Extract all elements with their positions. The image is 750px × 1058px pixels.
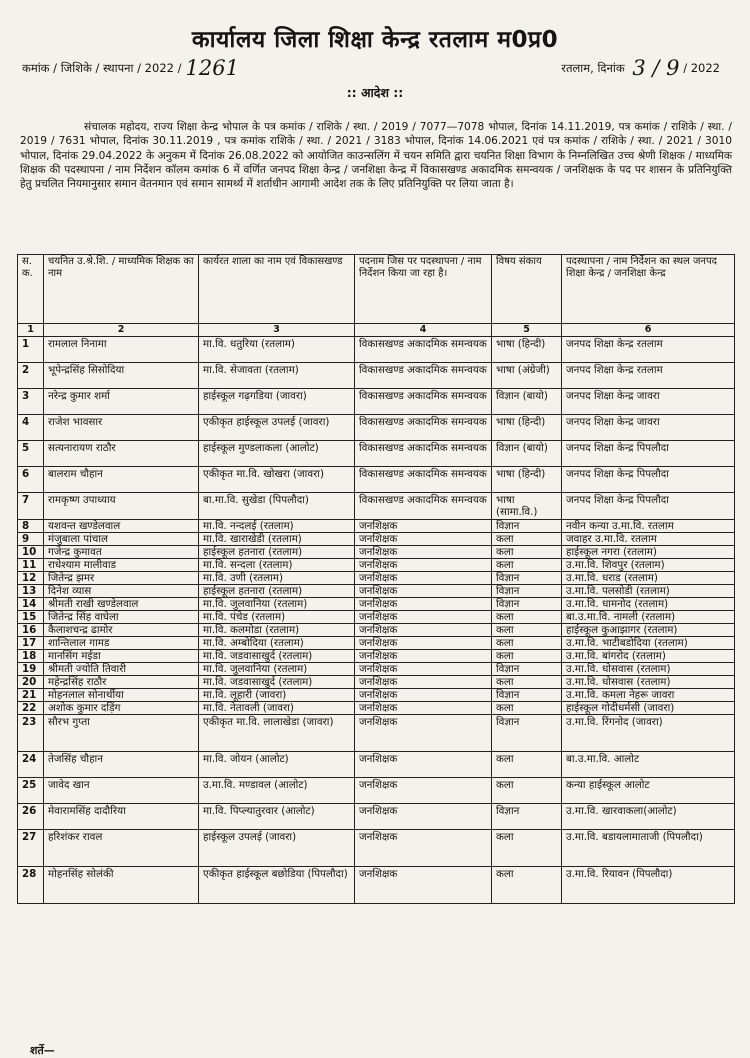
row-serial: 17: [18, 637, 44, 650]
posting-place: उ.मा.वि. पलसोडी (रतलाम): [562, 585, 735, 598]
row-serial: 2: [18, 363, 44, 389]
subject: कला: [492, 867, 562, 904]
designation: जनशिक्षक: [355, 867, 492, 904]
table-row: [18, 804, 735, 830]
teacher-name: सत्यनारायण राठौर: [44, 441, 199, 467]
column-number: 3: [199, 324, 355, 337]
posting-place: जनपद शिक्षा केन्द्र रतलाम: [562, 337, 735, 363]
order-paragraph: संचालक महोदय, राज्य शिक्षा केन्द्र भोपाल के पत्र कमांक / राशिके / स्था. / 2019 / 7077—7078 भोपाल, दिनांक 14.11.2019, पत्र कमांक / राशिके / स्था. / 2019 / 7631 भोपाल, दिनांक 30.11.2019 , पत्र कमांक राशिके / स्था. / 2021 / 3183 भोपाल, दिनांक 14.06.2021 एवं पत्र कमांक / राशिके / स्था. / 2021 / 3010 भोपाल, दिनांक 29.04.2022 के अनुकम में दिनांक 26.08.2022 को आयोजित काउन्सलिंग में चयन समिति द्वारा चयनित शिक्षा विभाग के निम्नलिखित उच्च श्रेणी शिक्षक / माध्यमिक शिक्षक की पदस्थापना / नाम निर्देशन कॉलम कमांक 6 में वर्णित जनपद शिक्षा केन्द्र / जनशिक्षा केन्द्र में विकासखण्ड अकादमिक समन्वयक / जनशिक्षक के पद पर शासन के प्रतिनियुक्ति हेतु प्रचलित नियमानुसार समान वेतनमान एवं समान सामर्थ्य में शर्ताधीन आगामी आदेश तक के लिए प्रतिनियुक्ति पर लिया जाता है।: [20, 121, 732, 191]
table-row: [18, 650, 735, 663]
current-school: मा.वि. जोयन (आलोट): [199, 752, 355, 778]
column-number-row: [18, 324, 735, 337]
designation: जनशिक्षक: [355, 804, 492, 830]
posting-table: [17, 254, 735, 904]
subject: कला: [492, 676, 562, 689]
row-serial: 12: [18, 572, 44, 585]
current-school: मा.वि. खाराखेडी (रतलाम): [199, 533, 355, 546]
current-school: हाईस्कूल हतनारा (रतलाम): [199, 546, 355, 559]
teacher-name: कैलाशचन्द्र ढामोर: [44, 624, 199, 637]
subject: विज्ञान (बायो): [492, 389, 562, 415]
table-row: [18, 572, 735, 585]
posting-place: उ.मा.वि. धोसवास (रतलाम): [562, 676, 735, 689]
posting-place: उ.मा.वि. रिंगनोद (जावरा): [562, 715, 735, 752]
table-row: [18, 715, 735, 752]
header-serial: स. क.: [18, 255, 44, 324]
teacher-name: दिनेश व्यास: [44, 585, 199, 598]
teacher-name: गजेन्द्र कुमावत: [44, 546, 199, 559]
table-row: [18, 867, 735, 904]
table-header-row: [18, 255, 735, 324]
current-school: मा.वि. लूहारी (जावरा): [199, 689, 355, 702]
designation: जनशिक्षक: [355, 546, 492, 559]
posting-place: जवाहर उ.मा.वि. रतलाम: [562, 533, 735, 546]
teacher-name: अशोक कुमार दड़िंग: [44, 702, 199, 715]
order-heading: :: आदेश ::: [346, 85, 404, 100]
teacher-name: श्रीमती ज्योति तिवारी: [44, 663, 199, 676]
table-row: [18, 467, 735, 493]
order-date: [561, 56, 720, 80]
teacher-name: शान्तिलाल गामड: [44, 637, 199, 650]
table-row: [18, 441, 735, 467]
teacher-name: हरिशंकर रावल: [44, 830, 199, 867]
teacher-name: मंजुबाला पांचाल: [44, 533, 199, 546]
teacher-name: मोहनसिंह सोलंकी: [44, 867, 199, 904]
current-school: एकीकृत मा.वि. खोखरा (जावरा): [199, 467, 355, 493]
posting-place: जनपद शिक्षा केन्द्र रतलाम: [562, 363, 735, 389]
row-serial: 20: [18, 676, 44, 689]
header-teacher-name: चयनित उ.श्रे.शि. / माध्यमिक शिक्षक का नाम: [44, 255, 199, 324]
row-serial: 28: [18, 867, 44, 904]
table-row: [18, 702, 735, 715]
subject: विज्ञान: [492, 572, 562, 585]
table-row: [18, 546, 735, 559]
subject: विज्ञान: [492, 804, 562, 830]
subject: विज्ञान: [492, 520, 562, 533]
current-school: एकीकृत हाईस्कूल बछोडिया (पिपलौदा): [199, 867, 355, 904]
posting-place: हाईस्कूल कुआझागर (रतलाम): [562, 624, 735, 637]
row-serial: 3: [18, 389, 44, 415]
current-school: मा.वि. जुलवानिया (रतलाम): [199, 663, 355, 676]
row-serial: 25: [18, 778, 44, 804]
posting-place: उ.मा.वि. रियावन (पिपलौदा): [562, 867, 735, 904]
subject: कला: [492, 650, 562, 663]
row-serial: 16: [18, 624, 44, 637]
designation: जनशिक्षक: [355, 598, 492, 611]
designation: जनशिक्षक: [355, 830, 492, 867]
row-serial: 13: [18, 585, 44, 598]
designation: जनशिक्षक: [355, 676, 492, 689]
column-number: 5: [492, 324, 562, 337]
table-row: [18, 533, 735, 546]
table-row: [18, 663, 735, 676]
current-school: मा.वि. नन्दलई (रतलाम): [199, 520, 355, 533]
subject: भाषा (हिन्दी): [492, 467, 562, 493]
header-current-school: कार्यरत शाला का नाम एवं विकासखण्ड: [199, 255, 355, 324]
posting-place: नवीन कन्या उ.मा.वि. रतलाम: [562, 520, 735, 533]
posting-place: उ.मा.वि. बांगरोद (रतलाम): [562, 650, 735, 663]
posting-place: उ.मा.वि. धामनोद (रतलाम): [562, 598, 735, 611]
designation: जनशिक्षक: [355, 650, 492, 663]
current-school: मा.वि. पिप्ल्यातुरवार (आलोट): [199, 804, 355, 830]
teacher-name: रामकृष्ण उपाध्याय: [44, 493, 199, 520]
designation: जनशिक्षक: [355, 585, 492, 598]
posting-place: जनपद शिक्षा केन्द्र जावरा: [562, 415, 735, 441]
teacher-name: बालराम चौहान: [44, 467, 199, 493]
header-posting-place: पदस्थापना / नाम निर्देशन का स्थल जनपद शिक्षा केन्द्र / जनशिक्षा केन्द्र: [562, 255, 735, 324]
subject: भाषा (अंग्रेजी): [492, 363, 562, 389]
reference-prefix: कमांक / जिशिके / स्थापना / 2022 /: [22, 61, 182, 75]
table-row: [18, 637, 735, 650]
designation: विकासखण्ड अकादमिक समन्वयक: [355, 389, 492, 415]
table-row: [18, 689, 735, 702]
row-serial: 21: [18, 689, 44, 702]
table-row: [18, 389, 735, 415]
teacher-name: रामलाल निनामा: [44, 337, 199, 363]
designation: जनशिक्षक: [355, 663, 492, 676]
current-school: मा.वि. जुलवानिया (रतलाम): [199, 598, 355, 611]
date-year: / 2022: [683, 61, 720, 75]
subject: कला: [492, 702, 562, 715]
current-school: मा.वि. कलमोडा (रतलाम): [199, 624, 355, 637]
subject: कला: [492, 830, 562, 867]
office-title: कार्यालय जिला शिक्षा केन्द्र रतलाम म0प्र0: [191, 27, 559, 53]
posting-place: बा.उ.मा.वि. आलोट: [562, 752, 735, 778]
designation: जनशिक्षक: [355, 637, 492, 650]
current-school: हाईस्कूल हतनारा (रतलाम): [199, 585, 355, 598]
row-serial: 18: [18, 650, 44, 663]
teacher-name: नरेन्द्र कुमार शर्मा: [44, 389, 199, 415]
subject: विज्ञान (बायो): [492, 441, 562, 467]
designation: जनशिक्षक: [355, 624, 492, 637]
conditions-label: शर्ते—: [30, 1044, 55, 1057]
teacher-name: यशवन्त खण्डेलवाल: [44, 520, 199, 533]
posting-place: जनपद शिक्षा केन्द्र पिपलौदा: [562, 441, 735, 467]
table-row: [18, 778, 735, 804]
teacher-name: तेजसिंह चौहान: [44, 752, 199, 778]
teacher-name: भूपेन्द्रसिंह सिसोदिया: [44, 363, 199, 389]
table-row: [18, 559, 735, 572]
table-row: [18, 598, 735, 611]
posting-place: बा.उ.मा.वि. नामली (रतलाम): [562, 611, 735, 624]
subject: कला: [492, 533, 562, 546]
teacher-name: महेन्द्रसिंह राठौर: [44, 676, 199, 689]
current-school: एकीकृत हाईस्कूल उपलई (जावरा): [199, 415, 355, 441]
subject: विज्ञान: [492, 598, 562, 611]
current-school: हाईस्कूल उपलई (जावरा): [199, 830, 355, 867]
subject: कला: [492, 778, 562, 804]
row-serial: 9: [18, 533, 44, 546]
current-school: मा.वि. सन्दला (रतलाम): [199, 559, 355, 572]
subject: कला: [492, 637, 562, 650]
row-serial: 8: [18, 520, 44, 533]
current-school: हाईस्कूल मुण्डलाकला (आलोट): [199, 441, 355, 467]
designation: विकासखण्ड अकादमिक समन्वयक: [355, 467, 492, 493]
teacher-name: राधेश्याम मालीवाड: [44, 559, 199, 572]
designation: जनशिक्षक: [355, 778, 492, 804]
teacher-name: जितेन्द्र सिंह वाघेला: [44, 611, 199, 624]
row-serial: 15: [18, 611, 44, 624]
table-row: [18, 624, 735, 637]
designation: जनशिक्षक: [355, 689, 492, 702]
table-row: [18, 493, 735, 520]
designation: जनशिक्षक: [355, 752, 492, 778]
posting-place: जनपद शिक्षा केन्द्र पिपलौदा: [562, 493, 735, 520]
designation: विकासखण्ड अकादमिक समन्वयक: [355, 363, 492, 389]
reference-handwritten-number: 1261: [185, 56, 239, 80]
row-serial: 26: [18, 804, 44, 830]
designation: जनशिक्षक: [355, 702, 492, 715]
posting-place: उ.मा.वि. कमला नेहरू जावरा: [562, 689, 735, 702]
subject: कला: [492, 752, 562, 778]
teacher-name: श्रीमती राखी खण्डेलवाल: [44, 598, 199, 611]
posting-place: उ.मा.वि. शिवपुर (रतलाम): [562, 559, 735, 572]
teacher-name: जितेन्द्र झमर: [44, 572, 199, 585]
current-school: मा.वि. अम्बोदिया (रतलाम): [199, 637, 355, 650]
posting-place: उ.मा.वि. भाटीबडोदिया (रतलाम): [562, 637, 735, 650]
current-school: मा.वि. पंचेड (रतलाम): [199, 611, 355, 624]
subject: कला: [492, 559, 562, 572]
subject: विज्ञान: [492, 585, 562, 598]
row-serial: 7: [18, 493, 44, 520]
posting-place: उ.मा.वि. खारवाकला(आलोट): [562, 804, 735, 830]
reference-number: [22, 56, 239, 80]
current-school: हाईस्कूल गढ़गडिया (जावरा): [199, 389, 355, 415]
posting-place: उ.मा.वि. धोसवास (रतलाम): [562, 663, 735, 676]
row-serial: 24: [18, 752, 44, 778]
teacher-name: मानसिंग मईडा: [44, 650, 199, 663]
column-number: 4: [355, 324, 492, 337]
table-row: [18, 830, 735, 867]
current-school: एकीकृत मा.वि. लालाखेडा (जावरा): [199, 715, 355, 752]
row-serial: 14: [18, 598, 44, 611]
current-school: मा.वि. जडवासाखुर्द (रतलाम): [199, 650, 355, 663]
subject: कला: [492, 624, 562, 637]
row-serial: 19: [18, 663, 44, 676]
row-serial: 1: [18, 337, 44, 363]
table-row: [18, 415, 735, 441]
table-row: [18, 337, 735, 363]
designation: विकासखण्ड अकादमिक समन्वयक: [355, 415, 492, 441]
row-serial: 11: [18, 559, 44, 572]
current-school: उ.मा.वि. मण्डावल (आलोट): [199, 778, 355, 804]
posting-place: जनपद शिक्षा केन्द्र जावरा: [562, 389, 735, 415]
posting-place: हाईस्कूल गोदीधर्मसी (जावरा): [562, 702, 735, 715]
date-handwritten: 3 / 9: [632, 56, 680, 80]
table-row: [18, 585, 735, 598]
column-number: 2: [44, 324, 199, 337]
row-serial: 4: [18, 415, 44, 441]
designation: जनशिक्षक: [355, 715, 492, 752]
posting-place: हाईस्कूल नगरा (रतलाम): [562, 546, 735, 559]
row-serial: 22: [18, 702, 44, 715]
current-school: मा.वि. सेजावता (रतलाम): [199, 363, 355, 389]
subject: भाषा (सामा.वि.): [492, 493, 562, 520]
row-serial: 10: [18, 546, 44, 559]
teacher-name: मोहनलाल सोनार्थीया: [44, 689, 199, 702]
designation: जनशिक्षक: [355, 572, 492, 585]
table-row: [18, 611, 735, 624]
column-number: 1: [18, 324, 44, 337]
subject: विज्ञान: [492, 663, 562, 676]
table-row: [18, 752, 735, 778]
designation: जनशिक्षक: [355, 520, 492, 533]
row-serial: 27: [18, 830, 44, 867]
subject: विज्ञान: [492, 689, 562, 702]
table-row: [18, 520, 735, 533]
designation: जनशिक्षक: [355, 611, 492, 624]
subject: कला: [492, 546, 562, 559]
teacher-name: राजेश भावसार: [44, 415, 199, 441]
subject: भाषा (हिन्दी): [492, 337, 562, 363]
teacher-name: मेवारामसिंह दादौरिया: [44, 804, 199, 830]
column-number: 6: [562, 324, 735, 337]
posting-place: कन्या हाईस्कूल आलोट: [562, 778, 735, 804]
designation: जनशिक्षक: [355, 559, 492, 572]
subject: कला: [492, 611, 562, 624]
table-row: [18, 363, 735, 389]
current-school: मा.वि. जडवासाखुर्द (रतलाम): [199, 676, 355, 689]
posting-place: उ.मा.वि. धराड (रतलाम): [562, 572, 735, 585]
current-school: मा.वि. नेतावली (जावरा): [199, 702, 355, 715]
header-subject: विषय संकाय: [492, 255, 562, 324]
designation: विकासखण्ड अकादमिक समन्वयक: [355, 337, 492, 363]
row-serial: 6: [18, 467, 44, 493]
designation: जनशिक्षक: [355, 533, 492, 546]
current-school: मा.वि. उणी (रतलाम): [199, 572, 355, 585]
teacher-name: जावेद खान: [44, 778, 199, 804]
current-school: बा.मा.वि. सुखेडा (पिपलौदा): [199, 493, 355, 520]
row-serial: 5: [18, 441, 44, 467]
posting-place: जनपद शिक्षा केन्द्र पिपलौदा: [562, 467, 735, 493]
header-designation: पदनाम जिस पर पदस्थापना / नाम निर्देशन किया जा रहा है।: [355, 255, 492, 324]
teacher-name: सौरभ गुप्ता: [44, 715, 199, 752]
designation: विकासखण्ड अकादमिक समन्वयक: [355, 441, 492, 467]
subject: भाषा (हिन्दी): [492, 415, 562, 441]
posting-place: उ.मा.वि. बडायलामाताजी (पिपलौदा): [562, 830, 735, 867]
date-prefix: रतलाम, दिनांक: [561, 61, 625, 75]
designation: विकासखण्ड अकादमिक समन्वयक: [355, 493, 492, 520]
current-school: मा.वि. धतुरिया (रतलाम): [199, 337, 355, 363]
row-serial: 23: [18, 715, 44, 752]
table-row: [18, 676, 735, 689]
subject: विज्ञान: [492, 715, 562, 752]
